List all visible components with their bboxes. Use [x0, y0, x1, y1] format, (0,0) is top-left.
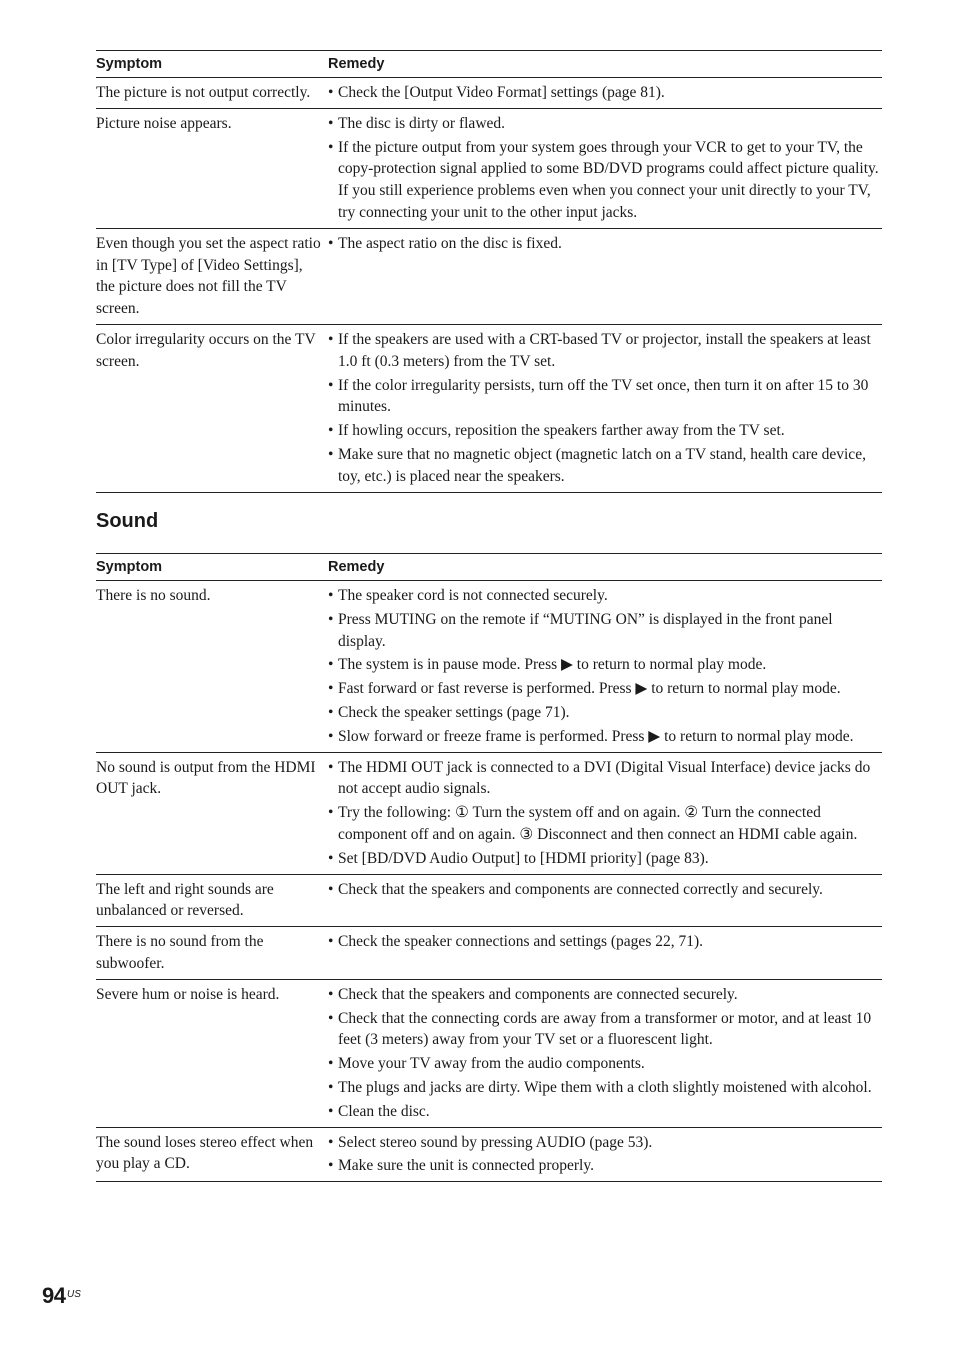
- bullet-icon: •: [328, 1078, 334, 1096]
- remedy-text: The HDMI OUT jack is connected to a DVI (Digital Visual Interface) device jacks do not accept audio signals.: [338, 758, 871, 798]
- remedy-item: [328, 702, 882, 724]
- table-body: [96, 581, 882, 1182]
- symptom-cell: The picture is not output correctly.: [96, 84, 311, 101]
- bullet-icon: •: [328, 422, 334, 440]
- bullet-icon: •: [328, 804, 334, 822]
- remedy-cell: [328, 1132, 882, 1178]
- remedy-cell: [328, 329, 882, 488]
- table-row: [96, 1128, 882, 1183]
- remedy-item: [328, 113, 882, 135]
- symptom-cell: Severe hum or noise is heard.: [96, 985, 280, 1003]
- symptom-cell: There is no sound from the subwoofer.: [96, 933, 264, 972]
- symptom-header: Symptom: [96, 559, 163, 575]
- symptom-cell: There is no sound.: [96, 587, 211, 604]
- remedy-item: [328, 137, 882, 224]
- bullet-icon: •: [328, 727, 334, 745]
- bullet-icon: •: [328, 1157, 334, 1175]
- remedy-text: If howling occurs, reposition the speakers farther away from the TV set.: [338, 422, 785, 440]
- remedy-header: Remedy: [328, 56, 385, 72]
- remedy-item: [328, 1008, 882, 1052]
- remedy-item: [328, 984, 882, 1006]
- bullet-icon: •: [328, 933, 334, 951]
- remedy-text: The speaker cord is not connected securely.: [338, 587, 608, 604]
- bullet-icon: •: [328, 330, 334, 348]
- symptom-cell: The left and right sounds are unbalanced or reversed.: [96, 880, 274, 920]
- bullet-icon: •: [328, 1133, 334, 1151]
- remedy-text: Check that the speakers and components are connected securely.: [338, 985, 738, 1003]
- table-row: [96, 581, 882, 753]
- page-number: 94: [42, 1283, 66, 1308]
- remedy-text: If the picture output from your system goes through your VCR to get to your TV, the copy-protection signal applied to some BD/DVD programs could affect picture quality. If you still experience problems even when you connect your unit directly to your TV, try connecting your unit to the other input jacks.: [338, 138, 879, 221]
- bullet-icon: •: [328, 680, 334, 698]
- bullet-icon: •: [328, 656, 334, 674]
- bullet-icon: •: [328, 445, 334, 463]
- bullet-icon: •: [328, 376, 334, 394]
- troubleshooting-table-sound: [96, 553, 882, 1182]
- remedy-item: [328, 802, 882, 846]
- bullet-icon: •: [328, 84, 334, 101]
- remedy-cell: [328, 585, 882, 748]
- table-header: [96, 554, 882, 581]
- bullet-icon: •: [328, 880, 334, 898]
- remedy-text: Make sure the unit is connected properly.: [338, 1157, 594, 1175]
- table-row: [96, 78, 882, 109]
- remedy-item: [328, 420, 882, 442]
- table-row: [96, 325, 882, 493]
- remedy-text: Check the speaker connections and settings (pages 22, 71).: [338, 933, 704, 951]
- table-row: [96, 927, 882, 980]
- remedy-cell: [328, 233, 882, 320]
- table-row: [96, 980, 882, 1128]
- section-title-sound: Sound: [96, 510, 159, 532]
- bullet-icon: •: [328, 849, 334, 867]
- remedy-text: If the color irregularity persists, turn off the TV set once, then turn it on after 15 to 30 minutes.: [338, 376, 869, 416]
- remedy-item: [328, 585, 882, 607]
- remedy-cell: [328, 984, 882, 1123]
- remedy-item: [328, 233, 882, 255]
- symptom-cell: Color irregularity occurs on the TV screen.: [96, 330, 316, 370]
- remedy-text: Select stereo sound by pressing AUDIO (page 53).: [338, 1133, 653, 1151]
- remedy-item: [328, 1053, 882, 1075]
- remedy-text: Fast forward or fast reverse is performed. Press ▶ to return to normal play mode.: [338, 680, 841, 698]
- remedy-item: [328, 444, 882, 488]
- remedy-list: [328, 329, 882, 488]
- symptom-header: Symptom: [96, 56, 163, 72]
- symptom-cell: No sound is output from the HDMI OUT jack.: [96, 758, 316, 798]
- remedy-item: [328, 1101, 882, 1123]
- bullet-icon: •: [328, 1009, 334, 1027]
- remedy-list: [328, 233, 882, 255]
- table-row: [96, 875, 882, 928]
- remedy-list: [328, 984, 882, 1123]
- table-row: [96, 753, 882, 875]
- remedy-item: [328, 1077, 882, 1099]
- remedy-cell: [328, 879, 882, 923]
- remedy-text: The system is in pause mode. Press ▶ to return to normal play mode.: [338, 656, 767, 674]
- remedy-list: [328, 1132, 882, 1178]
- remedy-text: Slow forward or freeze frame is performed. Press ▶ to return to normal play mode.: [338, 727, 854, 745]
- table-header: [96, 51, 882, 78]
- bullet-icon: •: [328, 985, 334, 1003]
- bullet-icon: •: [328, 758, 334, 776]
- remedy-item: [328, 931, 882, 953]
- symptom-cell: Even though you set the aspect ratio in [TV Type] of [Video Settings], the picture does not fill the TV screen.: [96, 234, 321, 318]
- remedy-text: Check that the speakers and components are connected correctly and securely.: [338, 880, 823, 898]
- bullet-icon: •: [328, 587, 334, 604]
- remedy-cell: [328, 757, 882, 870]
- remedy-item: [328, 329, 882, 373]
- bullet-icon: •: [328, 234, 334, 252]
- bullet-icon: •: [328, 703, 334, 721]
- remedy-item: [328, 654, 882, 676]
- remedy-text: Move your TV away from the audio components.: [338, 1055, 645, 1073]
- remedy-text: Check the [Output Video Format] settings (page 81).: [338, 84, 665, 101]
- bullet-icon: •: [328, 114, 334, 132]
- symptom-cell: Picture noise appears.: [96, 114, 232, 132]
- bullet-icon: •: [328, 1055, 334, 1073]
- remedy-text: Clean the disc.: [338, 1102, 430, 1120]
- table-row: [96, 229, 882, 325]
- remedy-text: Press MUTING on the remote if “MUTING ON” is displayed in the front panel display.: [338, 610, 833, 650]
- table-body: [96, 78, 882, 493]
- remedy-item: [328, 848, 882, 870]
- bullet-icon: •: [328, 1102, 334, 1120]
- remedy-text: Set [BD/DVD Audio Output] to [HDMI priority] (page 83).: [338, 849, 709, 867]
- symptom-cell: The sound loses stereo effect when you play a CD.: [96, 1133, 314, 1173]
- remedy-text: Try the following: ① Turn the system off and on again. ② Turn the connected component off and on again. ③ Disconnect and then connect an HDMI cable again.: [338, 804, 858, 843]
- remedy-item: [328, 678, 882, 700]
- remedy-list: [328, 879, 882, 901]
- remedy-item: [328, 82, 882, 104]
- remedy-item: [328, 726, 882, 748]
- remedy-item: [328, 757, 882, 801]
- remedy-list: [328, 585, 882, 748]
- remedy-cell: [328, 82, 882, 104]
- page-region-code: US: [67, 1289, 81, 1300]
- remedy-cell: [328, 113, 882, 224]
- remedy-text: Check the speaker settings (page 71).: [338, 703, 570, 721]
- remedy-item: [328, 609, 882, 653]
- remedy-item: [328, 1155, 882, 1177]
- remedy-list: [328, 931, 882, 953]
- remedy-list: [328, 82, 882, 104]
- bullet-icon: •: [328, 138, 334, 156]
- troubleshooting-table-picture: [96, 50, 882, 493]
- remedy-cell: [328, 931, 882, 975]
- remedy-list: [328, 113, 882, 224]
- table-row: [96, 109, 882, 229]
- remedy-header: Remedy: [328, 559, 385, 575]
- remedy-text: If the speakers are used with a CRT-based TV or projector, install the speakers at least 1.0 ft (0.3 meters) from the TV set.: [338, 330, 871, 370]
- remedy-text: The aspect ratio on the disc is fixed.: [338, 234, 562, 252]
- remedy-item: [328, 879, 882, 901]
- remedy-text: The disc is dirty or flawed.: [338, 114, 506, 132]
- remedy-text: Make sure that no magnetic object (magnetic latch on a TV stand, health care device, toy, etc.) is placed near the speakers.: [338, 445, 866, 485]
- remedy-item: [328, 1132, 882, 1154]
- bullet-icon: •: [328, 610, 334, 628]
- remedy-text: Check that the connecting cords are away from a transformer or motor, and at least 10 feet (3 meters) away from your TV set or a fluorescent light.: [338, 1009, 872, 1049]
- remedy-text: The plugs and jacks are dirty. Wipe them with a cloth slightly moistened with alcohol.: [338, 1078, 872, 1096]
- remedy-list: [328, 757, 882, 870]
- remedy-item: [328, 375, 882, 419]
